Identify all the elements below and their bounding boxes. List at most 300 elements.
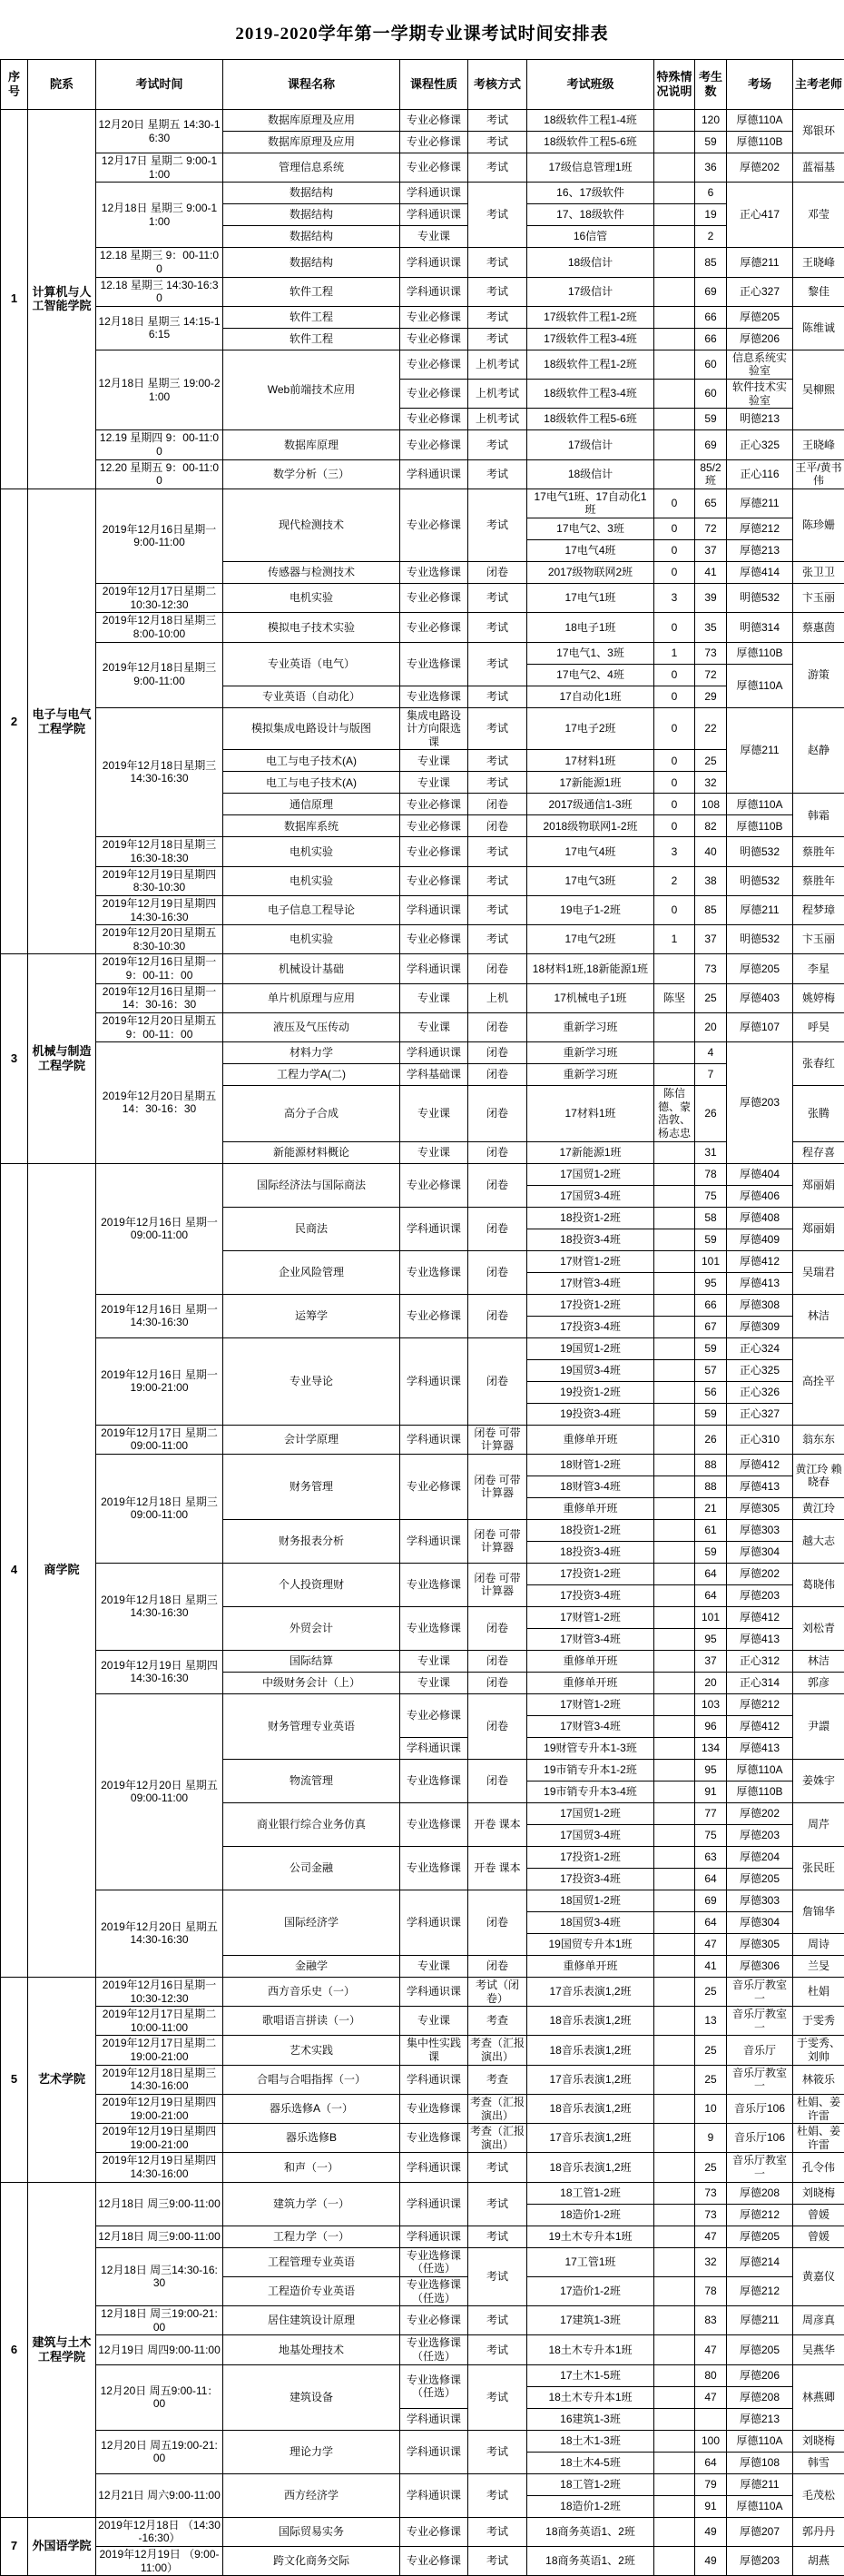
exam-cell: 蓝福基: [793, 153, 844, 183]
exam-cell: 59: [695, 1541, 727, 1563]
exam-cell: 38: [695, 866, 727, 895]
exam-cell: [695, 2408, 727, 2430]
exam-cell: 18电子1班: [527, 613, 654, 642]
exam-cell: 专业课: [400, 1012, 468, 1041]
exam-cell: 厚德205: [727, 1868, 793, 1890]
column-header: 考试时间: [96, 60, 223, 110]
exam-cell: 专业必修课: [400, 584, 468, 613]
exam-cell: 曾媛: [793, 2226, 844, 2247]
exam-cell: 2019年12月18日 星期三 09:00-11:00: [96, 1454, 223, 1563]
exam-cell: 17投资1-2班: [527, 1294, 654, 1316]
exam-cell: 2019年12月18日星期三 16:30-18:30: [96, 837, 223, 866]
exam-cell: 120: [695, 110, 727, 132]
exam-cell: [654, 2364, 695, 2386]
exam-cell: 考试: [468, 153, 527, 183]
exam-cell: 17机械电子1班: [527, 983, 654, 1012]
exam-cell: 专业必修课: [400, 328, 468, 350]
exam-cell: 电工与电子技术(A): [223, 750, 400, 772]
exam-cell: 64: [695, 1911, 727, 1933]
exam-cell: [654, 1337, 695, 1359]
exam-cell: 工程力学A(二): [223, 1064, 400, 1086]
exam-cell: 闭卷: [468, 1890, 527, 1955]
exam-cell: 专业课: [400, 2007, 468, 2036]
exam-cell: 正心324: [727, 1337, 793, 1359]
exam-cell: 厚德303: [727, 1890, 793, 1911]
exam-cell: 91: [695, 2495, 727, 2517]
exam-cell: 机械设计基础: [223, 954, 400, 983]
exam-cell: 刘晓梅: [793, 2182, 844, 2204]
exam-cell: 陈维诚: [793, 306, 844, 350]
column-header: 考核方式: [468, 60, 527, 110]
exam-cell: 学科基础课: [400, 1064, 468, 1086]
exam-cell: 周彦真: [793, 2306, 844, 2335]
exam-cell: 国际结算: [223, 1650, 400, 1672]
exam-cell: [654, 1890, 695, 1911]
exam-cell: 软件工程: [223, 306, 400, 328]
exam-cell: 19: [695, 204, 727, 226]
exam-cell: 闭卷: [468, 1163, 527, 1207]
exam-cell: 闭卷: [468, 1955, 527, 1977]
exam-cell: 17投资1-2班: [527, 1563, 654, 1584]
exam-cell: 专业选修课（任选）: [400, 2364, 468, 2408]
column-header: 课程名称: [223, 60, 400, 110]
exam-cell: 厚德107: [727, 1012, 793, 1041]
exam-cell: 理论力学: [223, 2430, 400, 2473]
exam-cell: [654, 1141, 695, 1163]
exam-cell: 100: [695, 2430, 727, 2452]
exam-cell: 12月18日 周三14:30-16:30: [96, 2247, 223, 2306]
table-row: [1, 1650, 844, 1672]
exam-cell: 17工管1班: [527, 2247, 654, 2276]
exam-cell: 49: [695, 2517, 727, 2546]
exam-cell: 郭彦: [793, 1672, 844, 1693]
exam-cell: 59: [695, 132, 727, 153]
table-row: [1, 183, 844, 204]
exam-cell: [654, 2452, 695, 2473]
exam-cell: 18国贸3-4班: [527, 1911, 654, 1933]
exam-cell: 2: [695, 226, 727, 248]
exam-cell: 厚德413: [727, 1272, 793, 1294]
exam-cell: 64: [695, 1868, 727, 1890]
exam-cell: [654, 1012, 695, 1041]
exam-cell: 0: [654, 518, 695, 540]
exam-cell: [654, 1977, 695, 2006]
exam-cell: 正心314: [727, 1672, 793, 1693]
exam-cell: 林筱乐: [793, 2065, 844, 2094]
exam-cell: 陈珍姗: [793, 489, 844, 561]
exam-cell: 姚婷梅: [793, 983, 844, 1012]
exam-cell: [654, 183, 695, 204]
exam-cell: 物流管理: [223, 1759, 400, 1802]
exam-cell: 36: [695, 153, 727, 183]
exam-cell: 詹锦华: [793, 1890, 844, 1933]
exam-cell: 材料力学: [223, 1042, 400, 1064]
exam-cell: 专业选修课: [400, 2094, 468, 2123]
exam-cell: 软件工程: [223, 277, 400, 306]
exam-cell: 学科通识课: [400, 1207, 468, 1250]
table-row: [1, 866, 844, 895]
exam-cell: 厚德308: [727, 1294, 793, 1316]
exam-cell: 专业必修课: [400, 489, 468, 561]
exam-cell: 17财管1-2班: [527, 1250, 654, 1272]
exam-cell: 郑丽娟: [793, 1163, 844, 1207]
exam-cell: 音乐厅教室一: [727, 2153, 793, 2182]
section-number: 4: [1, 1163, 28, 1977]
exam-cell: 厚德110A: [727, 794, 793, 815]
exam-cell: [654, 1519, 695, 1541]
exam-cell: 专业选修课（任选）: [400, 2247, 468, 2276]
exam-cell: 厚德204: [727, 1846, 793, 1868]
exam-cell: 17投资1-2班: [527, 1846, 654, 1868]
table-row: [1, 350, 844, 379]
exam-cell: 0: [654, 686, 695, 707]
exam-cell: 闭卷: [468, 1650, 527, 1672]
exam-cell: 厚德211: [727, 489, 793, 518]
exam-cell: 专业课: [400, 983, 468, 1012]
exam-cell: 2019年12月17日星期二 19:00-21:00: [96, 2036, 223, 2065]
exam-cell: 考试: [468, 2546, 527, 2575]
exam-cell: 19市销专升本1-2班: [527, 1759, 654, 1781]
exam-cell: 专业课: [400, 750, 468, 772]
exam-cell: 17新能源1班: [527, 772, 654, 794]
table-row: [1, 1042, 844, 1064]
exam-cell: 25: [695, 750, 727, 772]
exam-cell: 国际经济法与国际商法: [223, 1163, 400, 1207]
exam-cell: [654, 350, 695, 379]
exam-cell: 专业英语（自动化）: [223, 686, 400, 707]
exam-cell: 82: [695, 815, 727, 837]
page-title: 2019-2020学年第一学期专业课考试时间安排表: [0, 0, 844, 59]
exam-cell: 重修单开班: [527, 1497, 654, 1519]
section-number: 2: [1, 489, 28, 954]
exam-cell: 张春红: [793, 1042, 844, 1086]
exam-cell: 公司金融: [223, 1846, 400, 1890]
table-row: [1, 613, 844, 642]
exam-cell: 李星: [793, 954, 844, 983]
exam-cell: 12月18日 星期三 14:15-16:15: [96, 306, 223, 350]
exam-cell: 18级软件工程5-6班: [527, 409, 654, 430]
table-row: [1, 306, 844, 328]
exam-cell: 胡燕: [793, 2546, 844, 2575]
exam-cell: 厚德203: [727, 2546, 793, 2575]
exam-cell: 闭卷: [468, 1294, 527, 1337]
exam-cell: [654, 1541, 695, 1563]
exam-cell: 工程力学（一）: [223, 2226, 400, 2247]
exam-cell: 108: [695, 794, 727, 815]
exam-cell: 19国贸专升本1班: [527, 1933, 654, 1955]
exam-cell: 专业必修课: [400, 350, 468, 379]
exam-cell: [654, 1933, 695, 1955]
exam-cell: 2019年12月16日 星期一 09:00-11:00: [96, 1163, 223, 1294]
exam-cell: [654, 409, 695, 430]
exam-cell: 考试: [468, 925, 527, 954]
table-row: [1, 2226, 844, 2247]
exam-cell: 0: [654, 772, 695, 794]
exam-cell: 考试: [468, 430, 527, 459]
exam-cell: [654, 1454, 695, 1476]
exam-cell: 厚德208: [727, 2182, 793, 2204]
exam-cell: [654, 328, 695, 350]
exam-cell: 专业选修课: [400, 1250, 468, 1294]
exam-cell: 3: [654, 584, 695, 613]
exam-cell: 17电气2、3班: [527, 518, 654, 540]
exam-cell: 器乐选修B: [223, 2124, 400, 2153]
exam-cell: 学科通识课: [400, 1519, 468, 1563]
exam-cell: [654, 1802, 695, 1824]
exam-cell: 67: [695, 1316, 727, 1337]
exam-cell: 18财管1-2班: [527, 1454, 654, 1476]
exam-cell: 17级软件工程3-4班: [527, 328, 654, 350]
exam-cell: [654, 277, 695, 306]
exam-cell: [654, 2276, 695, 2305]
exam-cell: 信息系统实验室: [727, 350, 793, 379]
exam-cell: 软件技术实验室: [727, 380, 793, 409]
exam-cell: 明德532: [727, 866, 793, 895]
exam-cell: 厚德412: [727, 1250, 793, 1272]
exam-cell: 重新学习班: [527, 1012, 654, 1041]
exam-cell: 2019年12月19日星期四 14:30-16:30: [96, 895, 223, 924]
exam-cell: [654, 380, 695, 409]
exam-cell: 59: [695, 1403, 727, 1425]
exam-cell: 艺术实践: [223, 2036, 400, 2065]
exam-cell: [654, 1163, 695, 1185]
exam-cell: 集中性实践课: [400, 2036, 468, 2065]
exam-cell: 厚德110A: [727, 664, 793, 707]
exam-cell: 黄嘉仪: [793, 2247, 844, 2306]
exam-cell: [654, 132, 695, 153]
exam-cell: 杜娟、姜许雷: [793, 2124, 844, 2153]
exam-cell: 厚德413: [727, 1628, 793, 1650]
exam-cell: 专业英语（电气）: [223, 642, 400, 686]
exam-cell: 电机实验: [223, 584, 400, 613]
table-row: [1, 2430, 844, 2452]
exam-cell: 2019年12月20日星期五 9：00-11：00: [96, 1012, 223, 1041]
exam-cell: 郑丽娟: [793, 1207, 844, 1250]
exam-cell: 重修单开班: [527, 1425, 654, 1454]
exam-cell: [654, 1955, 695, 1977]
exam-cell: 正心417: [727, 183, 793, 248]
exam-cell: 2019年12月18日星期三 14:30-16:00: [96, 2065, 223, 2094]
exam-cell: 专业必修课: [400, 837, 468, 866]
exam-cell: 厚德203: [727, 1584, 793, 1606]
exam-cell: 重修单开班: [527, 1672, 654, 1693]
exam-cell: 考查（汇报演出）: [468, 2124, 527, 2153]
exam-cell: 37: [695, 925, 727, 954]
exam-cell: 0: [654, 794, 695, 815]
exam-cell: 韩雪: [793, 2452, 844, 2473]
exam-cell: 学科通识课: [400, 1977, 468, 2006]
table-row: [1, 925, 844, 954]
exam-cell: 77: [695, 1802, 727, 1824]
exam-cell: 正心116: [727, 459, 793, 489]
exam-cell: 金融学: [223, 1955, 400, 1977]
department-name: 计算机与人工智能学院: [28, 110, 96, 489]
exam-cell: 17新能源1班: [527, 1141, 654, 1163]
exam-cell: 17财管1-2班: [527, 1693, 654, 1715]
exam-cell: 刘松青: [793, 1606, 844, 1650]
exam-cell: 2019年12月19日星期四 19:00-21:00: [96, 2094, 223, 2123]
exam-cell: 2019年12月16日 星期一 19:00-21:00: [96, 1337, 223, 1425]
exam-cell: 69: [695, 1890, 727, 1911]
exam-cell: 高拴平: [793, 1337, 844, 1425]
exam-cell: 61: [695, 1519, 727, 1541]
exam-cell: 闭卷: [468, 794, 527, 815]
exam-cell: 39: [695, 584, 727, 613]
exam-cell: 64: [695, 2452, 727, 2473]
exam-cell: 吴柳熙: [793, 350, 844, 430]
exam-cell: 17电气1班: [527, 584, 654, 613]
exam-cell: 闭卷 可带计算器: [468, 1425, 527, 1454]
exam-cell: 数据库系统: [223, 815, 400, 837]
exam-cell: 厚德211: [727, 2306, 793, 2335]
exam-cell: 79: [695, 2473, 727, 2495]
exam-cell: 25: [695, 983, 727, 1012]
exam-cell: 厚德412: [727, 1715, 793, 1737]
exam-cell: 考试: [468, 489, 527, 561]
exam-cell: 厚德205: [727, 306, 793, 328]
exam-cell: 考试（闭卷）: [468, 1977, 527, 2006]
exam-cell: 于雯秀、刘帅: [793, 2036, 844, 2065]
exam-cell: 吴燕华: [793, 2335, 844, 2364]
exam-cell: 企业风险管理: [223, 1250, 400, 1294]
exam-cell: 18工管1-2班: [527, 2473, 654, 2495]
exam-cell: 厚德205: [727, 954, 793, 983]
exam-cell: 75: [695, 1824, 727, 1846]
table-row: [1, 2247, 844, 2276]
exam-cell: 专业必修课: [400, 430, 468, 459]
table-row: [1, 584, 844, 613]
exam-cell: 郑银环: [793, 110, 844, 153]
exam-cell: 专业必修课: [400, 1693, 468, 1737]
exam-cell: 19投资3-4班: [527, 1403, 654, 1425]
exam-cell: 17电气4班: [527, 540, 654, 562]
exam-cell: 闭卷: [468, 1337, 527, 1425]
exam-cell: 17电气1、3班: [527, 642, 654, 664]
exam-cell: 47: [695, 2335, 727, 2364]
exam-cell: 郭丹丹: [793, 2517, 844, 2546]
department-name: 机械与制造工程学院: [28, 954, 96, 1163]
exam-cell: 25: [695, 2065, 727, 2094]
exam-cell: 数据库原理: [223, 430, 400, 459]
exam-cell: 单片机原理与应用: [223, 983, 400, 1012]
table-row: [1, 489, 844, 518]
exam-cell: 数据库原理及应用: [223, 132, 400, 153]
exam-cell: 厚德205: [727, 2335, 793, 2364]
exam-cell: 厚德110A: [727, 110, 793, 132]
exam-cell: 蔡胜年: [793, 866, 844, 895]
exam-cell: 17级软件工程1-2班: [527, 306, 654, 328]
exam-cell: 12.20 星期五 9：00-11:00: [96, 459, 223, 489]
exam-cell: 2019年12月20日 星期五 14:30-16:30: [96, 1890, 223, 1977]
exam-cell: 88: [695, 1476, 727, 1497]
table-row: [1, 2153, 844, 2182]
exam-cell: 闭卷: [468, 1086, 527, 1142]
exam-cell: 学科通识课: [400, 183, 468, 204]
exam-cell: 18商务英语1、2班: [527, 2517, 654, 2546]
exam-cell: 17财管1-2班: [527, 1606, 654, 1628]
exam-cell: 18音乐表演1,2班: [527, 2036, 654, 2065]
exam-cell: 刘晓梅: [793, 2430, 844, 2452]
exam-cell: 厚德304: [727, 1911, 793, 1933]
exam-cell: 通信原理: [223, 794, 400, 815]
exam-cell: 18土木4-5班: [527, 2452, 654, 2473]
exam-cell: [654, 2036, 695, 2065]
exam-cell: 厚德108: [727, 2452, 793, 2473]
exam-cell: 厚德206: [727, 328, 793, 350]
exam-cell: 厚德309: [727, 1316, 793, 1337]
exam-cell: 2018级物联网1-2班: [527, 815, 654, 837]
column-header: 院系: [28, 60, 96, 110]
exam-cell: 专业必修课: [400, 2306, 468, 2335]
section-number: 5: [1, 1977, 28, 2182]
exam-cell: 王晓峰: [793, 430, 844, 459]
exam-cell: 正心326: [727, 1381, 793, 1403]
exam-cell: 厚德413: [727, 1737, 793, 1759]
table-row: [1, 2517, 844, 2546]
exam-cell: 7: [695, 1064, 727, 1086]
exam-cell: 数据结构: [223, 183, 400, 204]
exam-cell: 音乐厅: [727, 2036, 793, 2065]
exam-cell: 集成电路设计方向限选课: [400, 707, 468, 750]
exam-cell: 2019年12月18日星期三 8:00-10:00: [96, 613, 223, 642]
exam-cell: 0: [654, 613, 695, 642]
exam-cell: [654, 430, 695, 459]
department-name: 商学院: [28, 1163, 96, 1977]
exam-cell: 101: [695, 1250, 727, 1272]
column-header: 考试班级: [527, 60, 654, 110]
exam-cell: 厚德403: [727, 983, 793, 1012]
exam-cell: 厚德412: [727, 1606, 793, 1628]
exam-cell: 95: [695, 1759, 727, 1781]
exam-cell: 专业必修课: [400, 794, 468, 815]
exam-cell: 78: [695, 2276, 727, 2305]
exam-cell: 18级软件工程1-2班: [527, 350, 654, 379]
exam-cell: 西方经济学: [223, 2473, 400, 2517]
exam-cell: [654, 1606, 695, 1628]
exam-cell: 考试: [468, 2247, 527, 2306]
exam-cell: 考试: [468, 584, 527, 613]
exam-cell: 2019年12月17日星期二 10:30-12:30: [96, 584, 223, 613]
exam-cell: 学科通识课: [400, 954, 468, 983]
exam-cell: 考试: [468, 110, 527, 132]
exam-cell: 2019年12月19日星期四 14:30-16:00: [96, 2153, 223, 2182]
exam-cell: [654, 1064, 695, 1086]
table-row: [1, 2306, 844, 2335]
exam-cell: 16建筑1-3班: [527, 2408, 654, 2430]
exam-cell: 黄江玲 赖晓春: [793, 1454, 844, 1497]
exam-cell: 6: [695, 183, 727, 204]
exam-cell: 12月17日 星期二 9:00-11:00: [96, 153, 223, 183]
exam-cell: 4: [695, 1042, 727, 1064]
exam-cell: 上机考试: [468, 350, 527, 379]
section-number: 7: [1, 2517, 28, 2576]
exam-cell: 会计学原理: [223, 1425, 400, 1454]
exam-cell: 2017级物联网2班: [527, 562, 654, 584]
exam-cell: 学科通识课: [400, 277, 468, 306]
exam-cell: 2019年12月16日 星期一 14:30-16:30: [96, 1294, 223, 1337]
exam-cell: 专业课: [400, 772, 468, 794]
exam-cell: 学科通识课: [400, 2473, 468, 2517]
exam-cell: 厚德110B: [727, 815, 793, 837]
exam-cell: 64: [695, 1563, 727, 1584]
exam-cell: 孔令伟: [793, 2153, 844, 2182]
exam-cell: 学科通识课: [400, 2430, 468, 2473]
exam-cell: 明德532: [727, 584, 793, 613]
exam-cell: 厚德212: [727, 2204, 793, 2226]
exam-cell: 12月20日 周五19:00-21:00: [96, 2430, 223, 2473]
exam-cell: 厚德412: [727, 1454, 793, 1476]
exam-cell: [654, 1672, 695, 1693]
